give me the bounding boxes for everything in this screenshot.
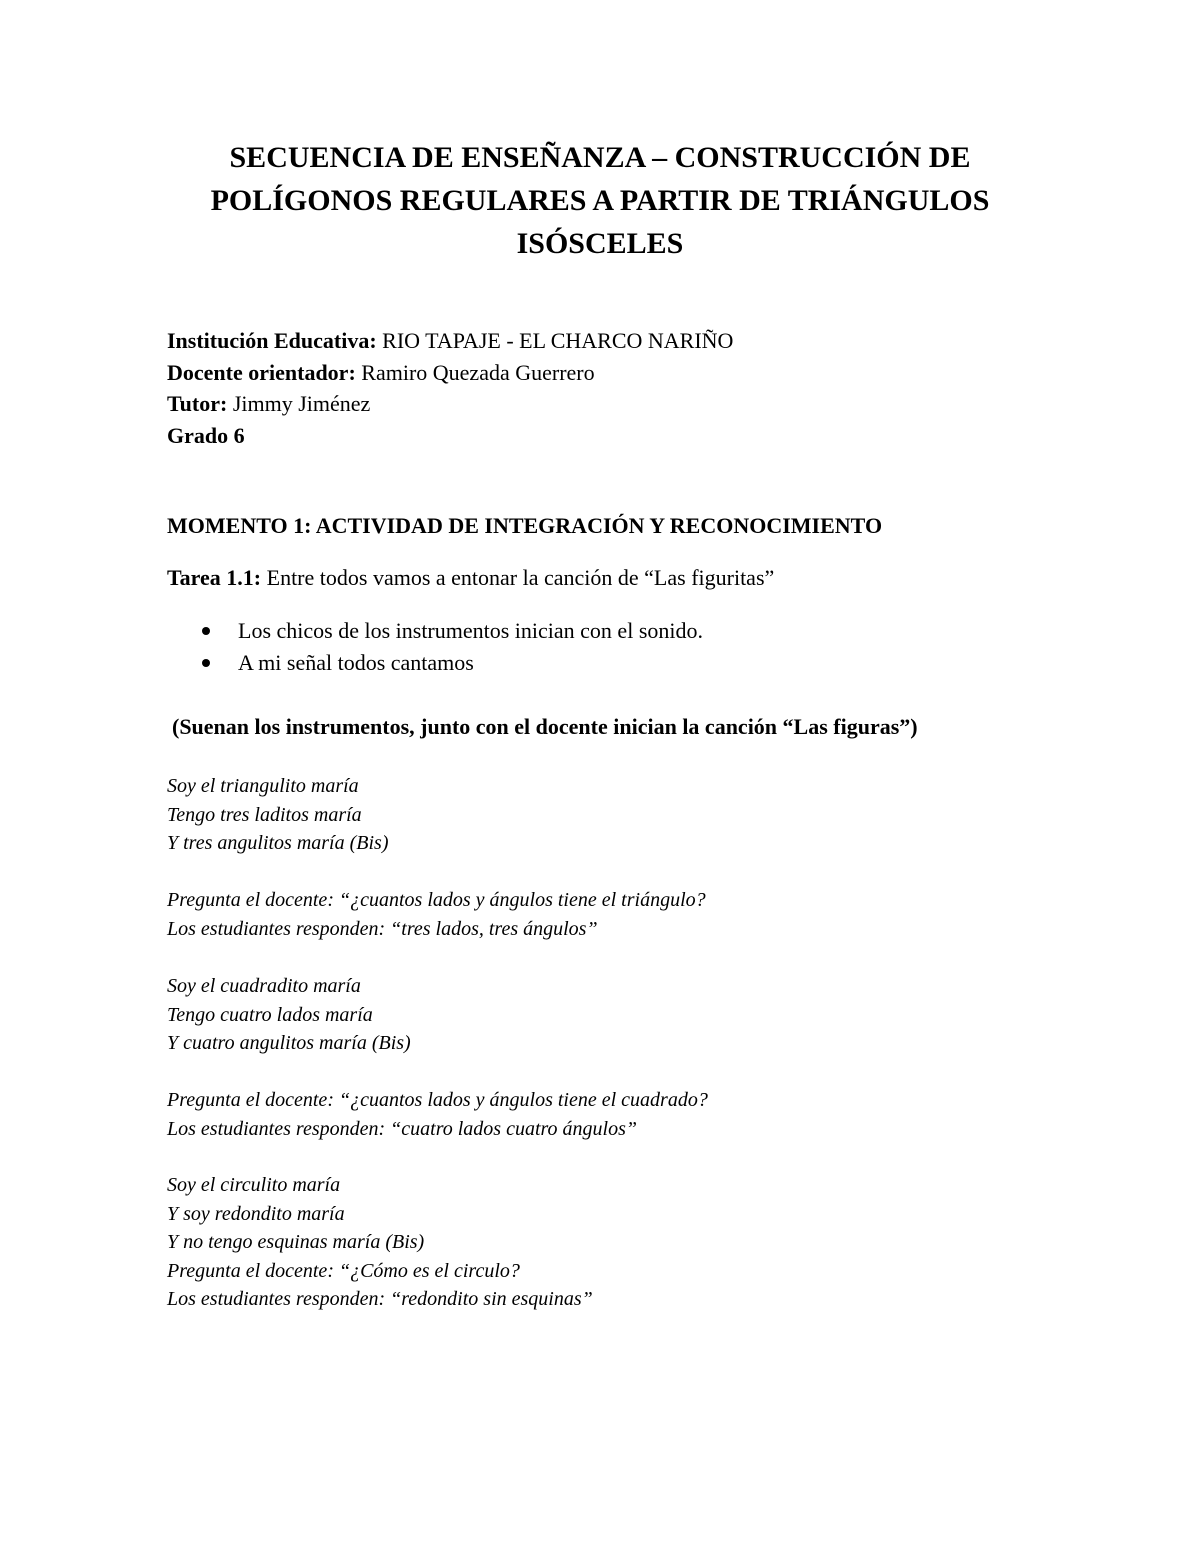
song-line: Y soy redondito maría [167, 1202, 345, 1225]
info-block [167, 325, 733, 451]
tarea-label: Tarea 1.1: [167, 565, 262, 590]
song-line: Y tres angulitos maría (Bis) [167, 832, 389, 854]
docente-row [167, 357, 733, 389]
song-line: Pregunta el docente: “¿Cómo es el circulo? [167, 1259, 520, 1282]
instruction-list [200, 615, 703, 679]
song-dialogue-square [167, 1086, 708, 1143]
song-verse-circle [167, 1171, 593, 1314]
list-item-text: A mi señal todos cantamos [238, 650, 474, 675]
list-item-text: Los chicos de los instrumentos inician con el sonido. [238, 618, 703, 643]
grado-label: Grado 6 [167, 422, 245, 448]
suenan-note: (Suenan los instrumentos, junto con el docente inician la canción “Las figuras”) [172, 714, 918, 739]
song-line: Soy el circulito maría [167, 1174, 341, 1196]
bullet-icon [202, 659, 210, 667]
song-line: Y no tengo esquinas maría (Bis) [167, 1231, 425, 1253]
song-line: Los estudiantes responden: “cuatro lados cuatro ángulos” [167, 1117, 638, 1140]
institucion-row [167, 325, 733, 357]
song-line: Los estudiantes responden: “tres lados, tres ángulos” [167, 917, 598, 940]
tarea-text: Entre todos vamos a entonar la canción de “Las figuritas” [261, 565, 775, 590]
tarea-1-1 [167, 563, 774, 593]
title-line-1: SECUENCIA DE ENSEÑANZA – CONSTRUCCIÓN DE [229, 141, 971, 174]
institucion-value: RIO TAPAJE - EL CHARCO NARIÑO [376, 328, 734, 353]
song-line: Pregunta el docente: “¿cuantos lados y ángulos tiene el triángulo? [167, 889, 706, 911]
tutor-value: Jimmy Jiménez [227, 391, 371, 416]
song-line: Tengo cuatro lados maría [167, 1003, 373, 1026]
docente-label: Docente orientador: [167, 359, 356, 385]
title-line-3: ISÓSCELES [516, 227, 684, 260]
song-line: Los estudiantes responden: “redondito sin esquinas” [167, 1288, 593, 1310]
song-line: Y cuatro angulitos maría (Bis) [167, 1032, 411, 1054]
title-line-2: POLÍGONOS REGULARES A PARTIR DE TRIÁNGULOS [210, 184, 990, 217]
list-item [200, 647, 703, 679]
song-verse-square [167, 972, 411, 1058]
bullet-icon [202, 627, 210, 635]
song-line: Soy el triangulito maría [167, 775, 359, 797]
song-line: Pregunta el docente: “¿cuantos lados y ángulos tiene el cuadrado? [167, 1089, 708, 1111]
tutor-row [167, 388, 733, 420]
song-verse-triangle [167, 772, 389, 858]
list-item [200, 615, 703, 647]
document-title [100, 136, 1100, 265]
institucion-label: Institución Educativa: [167, 328, 377, 353]
docente-value: Ramiro Quezada Guerrero [355, 359, 595, 385]
momento-1-heading: MOMENTO 1: ACTIVIDAD DE INTEGRACIÓN Y RECONOCIMIENTO [167, 513, 883, 538]
song-line: Soy el cuadradito maría [167, 975, 361, 997]
tutor-label: Tutor: [167, 391, 228, 416]
song-dialogue-triangle [167, 886, 706, 943]
song-line: Tengo tres laditos maría [167, 803, 362, 826]
grado-row [167, 420, 733, 452]
